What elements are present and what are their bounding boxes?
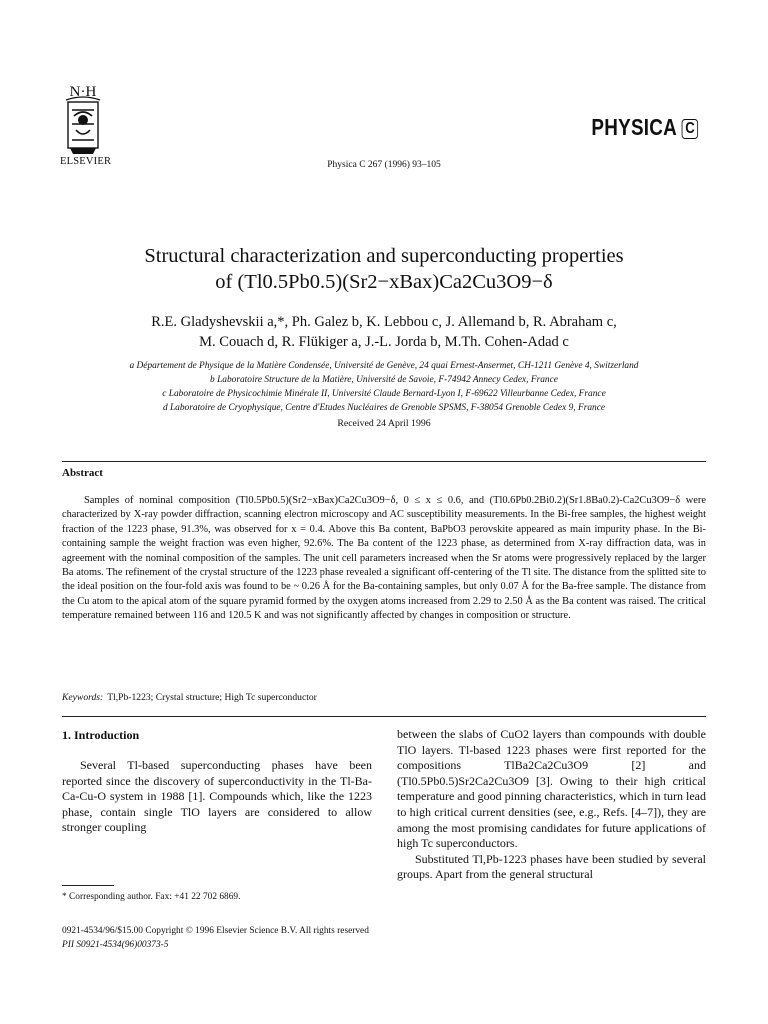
section-heading-introduction: 1. Introduction	[62, 728, 140, 742]
publisher-logo	[60, 80, 106, 158]
journal-brand	[591, 114, 698, 141]
journal-brand-mark: C	[682, 119, 698, 139]
received-date: Received 24 April 1996	[337, 418, 431, 429]
paper-title-line1: Structural characterization and superconducting properties	[144, 245, 624, 267]
logo-text: N·H	[69, 84, 97, 100]
author-list-line2: M. Couach d, R. Flükiger a, J.-L. Jorda b, M.Th. Cohen-Adad c	[199, 334, 569, 350]
corresponding-author-footnote: * Corresponding author. Fax: +41 22 702 6869.	[62, 892, 241, 902]
intro-paragraph-1: Several Tl-based superconducting phases have been reported since the discovery of superconductivity in the Tl-Ba-Ca-Cu-O system in 1988 [1]. Compounds which, like the 1223 phase, contain single TlO layers are considered to allow stronger coupling	[62, 758, 372, 835]
abstract-bottom-rule	[62, 716, 706, 717]
author-list-line1: R.E. Gladyshevskii a,*, Ph. Galez b, K. Lebbou c, J. Allemand b, R. Abraham c,	[151, 314, 617, 330]
footnote-rule	[62, 885, 114, 886]
intro-paragraph-2: between the slabs of CuO2 layers than compounds with double TlO layers. Tl-based 1223 phases were first reported for the compositions TlBa2Ca2Cu3O9 [2] and (Tl0.5Pb0.5)Sr2Ca2Cu3O9 [3]. Owing to their high critical temperature and good pinning characteristics, which in turn lead to high critical current densities (see, e.g., Refs. [4–7]), they are among the most promising candidates for future applications of high Tc superconductors.	[397, 727, 706, 851]
affiliation-d: d Laboratoire de Cryophysique, Centre d'Etudes Nucléaires de Grenoble SPSMS, F-38054 Grenoble Cedex 9, France	[162, 403, 606, 413]
keywords	[62, 692, 317, 703]
abstract-top-rule	[62, 461, 706, 462]
intro-paragraph-3: Substituted Tl,Pb-1223 phases have been studied by several groups. Apart from the general structural	[397, 851, 706, 882]
copyright-line: 0921-4534/96/$15.00 Copyright © 1996 Elsevier Science B.V. All rights reserved	[62, 926, 369, 936]
intro-right-column	[397, 727, 706, 883]
keywords-label: Keywords:	[62, 692, 104, 703]
pii-line: PII S0921-4534(96)00373-5	[62, 939, 169, 950]
abstract-heading: Abstract	[62, 467, 103, 479]
journal-brand-text: PHYSICA	[591, 114, 677, 140]
affiliation-a: a Département de Physique de la Matière Condensée, Université de Genève, 24 quai Ernest-Ansermet, CH-1211 Genève 4, Switzerland	[129, 361, 639, 371]
affiliation-c: c Laboratoire de Physicochimie Minérale II, Université Claude Bernard-Lyon I, F-69622 Villeurbanne Cedex, France	[162, 389, 606, 399]
publisher-name: ELSEVIER	[60, 156, 112, 167]
keywords-text: Tl,Pb-1223; Crystal structure; High Tc superconductor	[107, 692, 317, 703]
journal-reference: Physica C 267 (1996) 93–105	[327, 160, 441, 170]
copyright-block	[62, 925, 369, 952]
intro-left-column	[62, 758, 372, 836]
paper-title-line2: of (Tl0.5Pb0.5)(Sr2−xBax)Ca2Cu3O9−δ	[215, 271, 553, 293]
abstract-body	[62, 494, 706, 624]
affiliation-b: b Laboratoire Structure de la Matière, Université de Savoie, F-74942 Annecy Cedex, France	[210, 375, 558, 385]
abstract-text: Samples of nominal composition (Tl0.5Pb0.5)(Sr2−xBax)Ca2Cu3O9−δ, 0 ≤ x ≤ 0.6, and (Tl0.6Pb0.2Bi0.2)(Sr1.8Ba0.2)-Ca2Cu3O9−δ were characterized by X-ray powder diffraction, scanning electron microscopy and AC susceptibility measurements. In the Bi-free samples, the highest weight fraction of the 1223 phase, 91.3%, was observed for x = 0.4. Above this Ba content, BaPbO3 perovskite appeared as main impurity phase. In the Bi-containing sample the weight fraction was even higher, 92.6%. The Ba content of the 1223 phase, as determined from X-ray diffraction data, was in agreement with the nominal composition of the samples. The unit cell parameters increased when the Sr atoms were progressively replaced by the larger Ba atoms. The refinement of the crystal structure of the 1223 phase revealed a significant off-centering of the Tl site. The distance from the splitted site to the ideal position on the four-fold axis was found to be ~ 0.26 Å for the Ba-containing samples, but only 0.07 Å for the Ba-free sample. The distance from the Cu atom to the apical atom of the square pyramid formed by the oxygen atoms increased from 2.29 to 2.50 Å as the Ba content was raised. The critical temperature remained between 116 and 120.5 K and was not significantly affected by changes in composition or structure.	[62, 495, 706, 622]
